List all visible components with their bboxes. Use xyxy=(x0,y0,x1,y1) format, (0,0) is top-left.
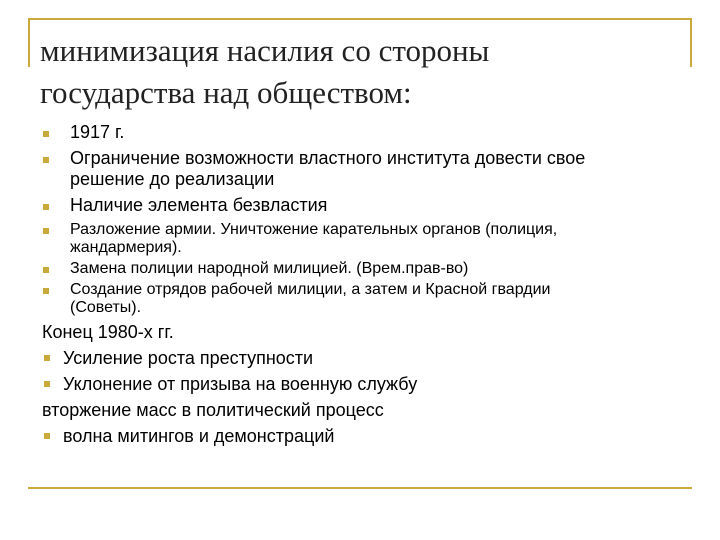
list-item-text: Наличие элемента безвластия xyxy=(70,195,328,215)
section-heading: вторжение масс в политический процесс xyxy=(42,400,384,420)
list-item-text: Усиление роста преступности xyxy=(63,348,314,368)
square-bullet-icon xyxy=(44,381,50,387)
list-item xyxy=(42,348,682,369)
square-bullet-icon xyxy=(44,355,50,361)
list-item xyxy=(42,374,682,395)
list-item xyxy=(42,260,682,278)
list-item-text: волна митингов и демонстраций xyxy=(63,426,335,446)
list-item-text: Ограничение возможности властного института довести свое xyxy=(70,148,586,168)
list-item xyxy=(42,426,682,447)
square-bullet-icon xyxy=(43,267,49,273)
list-item xyxy=(42,221,682,257)
square-bullet-icon xyxy=(43,204,49,210)
list-item xyxy=(42,122,682,143)
list-item xyxy=(42,148,682,190)
list-item-continuation: решение до реализации xyxy=(70,169,275,189)
list-item xyxy=(42,281,682,317)
square-bullet-icon xyxy=(43,288,49,294)
square-bullet-icon xyxy=(43,228,49,234)
square-bullet-icon xyxy=(44,433,50,439)
list-item-text: Замена полиции народной милицией. (Врем.прав-во) xyxy=(70,260,469,277)
title-line-2: государства над обществом: xyxy=(40,75,412,110)
slide-content xyxy=(42,122,682,447)
list-item xyxy=(42,195,682,216)
frame-top-line xyxy=(28,18,692,20)
title-line-1: минимизация насилия со стороны xyxy=(40,33,490,68)
slide-title xyxy=(40,30,680,114)
section-heading: Конец 1980-х гг. xyxy=(42,322,174,342)
list-item-text: Разложение армии. Уничтожение карательных органов (полиция, xyxy=(70,221,558,238)
square-bullet-icon xyxy=(43,131,49,137)
list-item-text: 1917 г. xyxy=(70,122,125,142)
list-item-continuation: (Советы). xyxy=(70,299,142,316)
list-item-text: Уклонение от призыва на военную службу xyxy=(63,374,418,394)
frame-bottom-line xyxy=(28,487,692,489)
list-item-text: Создание отрядов рабочей милиции, а затем и Красной гвардии xyxy=(70,281,551,298)
square-bullet-icon xyxy=(43,157,49,163)
list-item-continuation: жандармерия). xyxy=(70,239,182,256)
frame-right-line xyxy=(690,18,692,67)
frame-left-line xyxy=(28,18,30,67)
